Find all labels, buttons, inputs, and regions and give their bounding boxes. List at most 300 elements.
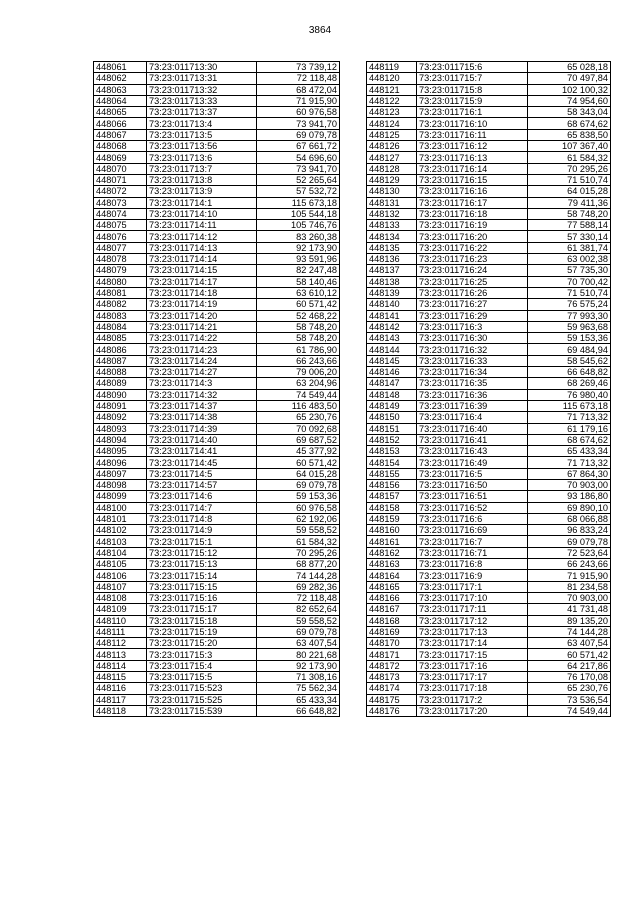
cadastral-number-cell: 73:23:011713:9 bbox=[147, 186, 257, 197]
table-row bbox=[94, 536, 340, 547]
table-row bbox=[367, 265, 611, 276]
row-number-cell: 448077 bbox=[94, 242, 147, 253]
table-row bbox=[94, 333, 340, 344]
cadastral-value-cell: 63 610,12 bbox=[257, 287, 340, 298]
cadastral-number-cell: 73:23:011716:14 bbox=[417, 163, 528, 174]
table-row bbox=[367, 604, 611, 615]
cadastral-number-cell: 73:23:011716:49 bbox=[417, 457, 528, 468]
cadastral-value-cell: 59 558,52 bbox=[257, 615, 340, 626]
cadastral-value-cell: 58 545,62 bbox=[528, 355, 611, 366]
cadastral-number-cell: 73:23:011716:3 bbox=[417, 321, 528, 332]
table-row bbox=[367, 62, 611, 73]
cadastral-value-cell: 57 532,72 bbox=[257, 186, 340, 197]
table-row bbox=[367, 389, 611, 400]
cadastral-value-cell: 58 140,46 bbox=[257, 276, 340, 287]
row-number-cell: 448088 bbox=[94, 367, 147, 378]
row-number-cell: 448133 bbox=[367, 220, 417, 231]
table-row bbox=[94, 683, 340, 694]
cadastral-number-cell: 73:23:011714:57 bbox=[147, 479, 257, 490]
table-row bbox=[94, 559, 340, 570]
row-number-cell: 448147 bbox=[367, 378, 417, 389]
table-row bbox=[94, 163, 340, 174]
row-number-cell: 448071 bbox=[94, 174, 147, 185]
row-number-cell: 448110 bbox=[94, 615, 147, 626]
cadastral-value-cell: 74 549,44 bbox=[257, 389, 340, 400]
cadastral-value-cell: 65 433,34 bbox=[528, 446, 611, 457]
table-row bbox=[94, 400, 340, 411]
cadastral-value-cell: 74 954,60 bbox=[528, 95, 611, 106]
cadastral-number-cell: 73:23:011716:29 bbox=[417, 310, 528, 321]
cadastral-value-cell: 89 135,20 bbox=[528, 615, 611, 626]
cadastral-value-cell: 63 204,96 bbox=[257, 378, 340, 389]
table-row bbox=[367, 479, 611, 490]
table-row bbox=[94, 367, 340, 378]
table-row bbox=[94, 378, 340, 389]
table-row bbox=[94, 118, 340, 129]
table-row bbox=[94, 502, 340, 513]
cadastral-number-cell: 73:23:011715:15 bbox=[147, 581, 257, 592]
table-row bbox=[94, 468, 340, 479]
cadastral-value-cell: 96 833,24 bbox=[528, 525, 611, 536]
cadastral-number-cell: 73:23:011715:525 bbox=[147, 694, 257, 705]
cadastral-value-cell: 61 179,16 bbox=[528, 423, 611, 434]
cadastral-value-cell: 76 170,08 bbox=[528, 672, 611, 683]
row-number-cell: 448148 bbox=[367, 389, 417, 400]
table-row bbox=[367, 310, 611, 321]
cadastral-number-cell: 73:23:011716:32 bbox=[417, 344, 528, 355]
row-number-cell: 448126 bbox=[367, 141, 417, 152]
row-number-cell: 448128 bbox=[367, 163, 417, 174]
cadastral-value-cell: 68 877,20 bbox=[257, 559, 340, 570]
cadastral-number-cell: 73:23:011717:11 bbox=[417, 604, 528, 615]
row-number-cell: 448124 bbox=[367, 118, 417, 129]
cadastral-value-cell: 116 483,50 bbox=[257, 400, 340, 411]
row-number-cell: 448141 bbox=[367, 310, 417, 321]
cadastral-number-cell: 73:23:011716:27 bbox=[417, 299, 528, 310]
cadastral-number-cell: 73:23:011714:40 bbox=[147, 434, 257, 445]
row-number-cell: 448174 bbox=[367, 683, 417, 694]
cadastral-number-cell: 73:23:011716:23 bbox=[417, 254, 528, 265]
row-number-cell: 448144 bbox=[367, 344, 417, 355]
row-number-cell: 448114 bbox=[94, 660, 147, 671]
cadastral-number-cell: 73:23:011713:37 bbox=[147, 107, 257, 118]
row-number-cell: 448156 bbox=[367, 479, 417, 490]
cadastral-number-cell: 73:23:011716:43 bbox=[417, 446, 528, 457]
cadastral-number-cell: 73:23:011714:19 bbox=[147, 299, 257, 310]
table-row bbox=[367, 208, 611, 219]
cadastral-value-cell: 102 100,32 bbox=[528, 84, 611, 95]
table-row bbox=[94, 649, 340, 660]
cadastral-value-cell: 76 980,40 bbox=[528, 389, 611, 400]
cadastral-value-cell: 74 144,28 bbox=[528, 626, 611, 637]
cadastral-number-cell: 73:23:011714:6 bbox=[147, 491, 257, 502]
cadastral-number-cell: 73:23:011715:4 bbox=[147, 660, 257, 671]
table-row bbox=[367, 321, 611, 332]
table-row bbox=[367, 378, 611, 389]
row-number-cell: 448116 bbox=[94, 683, 147, 694]
table-row bbox=[94, 129, 340, 140]
cadastral-value-cell: 68 674,62 bbox=[528, 118, 611, 129]
table-row bbox=[94, 547, 340, 558]
cadastral-number-cell: 73:23:011717:10 bbox=[417, 592, 528, 603]
table-row bbox=[94, 389, 340, 400]
cadastral-number-cell: 73:23:011713:4 bbox=[147, 118, 257, 129]
row-number-cell: 448085 bbox=[94, 333, 147, 344]
row-number-cell: 448112 bbox=[94, 638, 147, 649]
cadastral-number-cell: 73:23:011716:69 bbox=[417, 525, 528, 536]
table-row bbox=[367, 694, 611, 705]
row-number-cell: 448165 bbox=[367, 581, 417, 592]
row-number-cell: 448106 bbox=[94, 570, 147, 581]
cadastral-number-cell: 73:23:011714:41 bbox=[147, 446, 257, 457]
row-number-cell: 448073 bbox=[94, 197, 147, 208]
table-row bbox=[367, 592, 611, 603]
table-row bbox=[367, 367, 611, 378]
row-number-cell: 448064 bbox=[94, 95, 147, 106]
cadastral-value-cell: 59 558,52 bbox=[257, 525, 340, 536]
registry-table-right-body bbox=[367, 62, 611, 717]
cadastral-number-cell: 73:23:011716:26 bbox=[417, 287, 528, 298]
cadastral-value-cell: 70 092,68 bbox=[257, 423, 340, 434]
table-row bbox=[367, 570, 611, 581]
row-number-cell: 448136 bbox=[367, 254, 417, 265]
cadastral-number-cell: 73:23:011716:4 bbox=[417, 412, 528, 423]
table-row bbox=[94, 457, 340, 468]
row-number-cell: 448120 bbox=[367, 73, 417, 84]
row-number-cell: 448113 bbox=[94, 649, 147, 660]
cadastral-value-cell: 115 673,18 bbox=[528, 400, 611, 411]
cadastral-value-cell: 69 079,78 bbox=[257, 129, 340, 140]
cadastral-number-cell: 73:23:011716:51 bbox=[417, 491, 528, 502]
row-number-cell: 448103 bbox=[94, 536, 147, 547]
cadastral-value-cell: 60 571,42 bbox=[257, 457, 340, 468]
row-number-cell: 448068 bbox=[94, 141, 147, 152]
cadastral-value-cell: 45 377,92 bbox=[257, 446, 340, 457]
row-number-cell: 448130 bbox=[367, 186, 417, 197]
cadastral-value-cell: 72 523,64 bbox=[528, 547, 611, 558]
cadastral-number-cell: 73:23:011716:20 bbox=[417, 231, 528, 242]
table-row bbox=[94, 525, 340, 536]
cadastral-value-cell: 70 903,00 bbox=[528, 592, 611, 603]
cadastral-number-cell: 73:23:011713:56 bbox=[147, 141, 257, 152]
cadastral-number-cell: 73:23:011715:539 bbox=[147, 705, 257, 716]
cadastral-number-cell: 73:23:011717:16 bbox=[417, 660, 528, 671]
table-row bbox=[367, 118, 611, 129]
row-number-cell: 448151 bbox=[367, 423, 417, 434]
table-row bbox=[94, 412, 340, 423]
cadastral-value-cell: 60 976,58 bbox=[257, 107, 340, 118]
row-number-cell: 448075 bbox=[94, 220, 147, 231]
cadastral-number-cell: 73:23:011717:1 bbox=[417, 581, 528, 592]
cadastral-number-cell: 73:23:011716:16 bbox=[417, 186, 528, 197]
row-number-cell: 448086 bbox=[94, 344, 147, 355]
table-row bbox=[94, 513, 340, 524]
row-number-cell: 448161 bbox=[367, 536, 417, 547]
row-number-cell: 448153 bbox=[367, 446, 417, 457]
table-row bbox=[94, 265, 340, 276]
cadastral-number-cell: 73:23:011717:18 bbox=[417, 683, 528, 694]
cadastral-value-cell: 105 746,76 bbox=[257, 220, 340, 231]
row-number-cell: 448099 bbox=[94, 491, 147, 502]
cadastral-number-cell: 73:23:011713:33 bbox=[147, 95, 257, 106]
table-row bbox=[94, 62, 340, 73]
row-number-cell: 448125 bbox=[367, 129, 417, 140]
row-number-cell: 448145 bbox=[367, 355, 417, 366]
cadastral-value-cell: 71 713,32 bbox=[528, 457, 611, 468]
row-number-cell: 448096 bbox=[94, 457, 147, 468]
cadastral-number-cell: 73:23:011716:24 bbox=[417, 265, 528, 276]
table-row bbox=[367, 705, 611, 716]
table-row bbox=[367, 84, 611, 95]
cadastral-number-cell: 73:23:011714:23 bbox=[147, 344, 257, 355]
cadastral-value-cell: 74 549,44 bbox=[528, 705, 611, 716]
table-row bbox=[367, 559, 611, 570]
cadastral-number-cell: 73:23:011716:7 bbox=[417, 536, 528, 547]
row-number-cell: 448084 bbox=[94, 321, 147, 332]
cadastral-number-cell: 73:23:011715:3 bbox=[147, 649, 257, 660]
cadastral-value-cell: 72 118,48 bbox=[257, 592, 340, 603]
row-number-cell: 448104 bbox=[94, 547, 147, 558]
cadastral-number-cell: 73:23:011716:22 bbox=[417, 242, 528, 253]
table-row bbox=[367, 412, 611, 423]
row-number-cell: 448176 bbox=[367, 705, 417, 716]
cadastral-number-cell: 73:23:011714:45 bbox=[147, 457, 257, 468]
table-row bbox=[367, 446, 611, 457]
row-number-cell: 448093 bbox=[94, 423, 147, 434]
row-number-cell: 448111 bbox=[94, 626, 147, 637]
row-number-cell: 448063 bbox=[94, 84, 147, 95]
row-number-cell: 448079 bbox=[94, 265, 147, 276]
table-row bbox=[367, 186, 611, 197]
table-row bbox=[367, 174, 611, 185]
cadastral-value-cell: 54 696,60 bbox=[257, 152, 340, 163]
row-number-cell: 448169 bbox=[367, 626, 417, 637]
table-row bbox=[367, 457, 611, 468]
cadastral-number-cell: 73:23:011715:18 bbox=[147, 615, 257, 626]
cadastral-number-cell: 73:23:011713:32 bbox=[147, 84, 257, 95]
cadastral-number-cell: 73:23:011715:6 bbox=[417, 62, 528, 73]
cadastral-number-cell: 73:23:011715:7 bbox=[417, 73, 528, 84]
row-number-cell: 448100 bbox=[94, 502, 147, 513]
row-number-cell: 448066 bbox=[94, 118, 147, 129]
cadastral-number-cell: 73:23:011715:13 bbox=[147, 559, 257, 570]
cadastral-number-cell: 73:23:011716:15 bbox=[417, 174, 528, 185]
table-row bbox=[94, 638, 340, 649]
table-row bbox=[367, 468, 611, 479]
cadastral-number-cell: 73:23:011717:2 bbox=[417, 694, 528, 705]
cadastral-value-cell: 70 497,84 bbox=[528, 73, 611, 84]
cadastral-number-cell: 73:23:011716:36 bbox=[417, 389, 528, 400]
table-row bbox=[94, 626, 340, 637]
cadastral-value-cell: 58 748,20 bbox=[257, 321, 340, 332]
cadastral-number-cell: 73:23:011713:31 bbox=[147, 73, 257, 84]
cadastral-value-cell: 67 661,72 bbox=[257, 141, 340, 152]
cadastral-number-cell: 73:23:011716:33 bbox=[417, 355, 528, 366]
row-number-cell: 448171 bbox=[367, 649, 417, 660]
cadastral-value-cell: 52 468,22 bbox=[257, 310, 340, 321]
cadastral-value-cell: 64 015,28 bbox=[257, 468, 340, 479]
table-row bbox=[367, 491, 611, 502]
row-number-cell: 448078 bbox=[94, 254, 147, 265]
cadastral-number-cell: 73:23:011715:17 bbox=[147, 604, 257, 615]
cadastral-value-cell: 66 243,66 bbox=[257, 355, 340, 366]
cadastral-number-cell: 73:23:011714:9 bbox=[147, 525, 257, 536]
table-row bbox=[367, 434, 611, 445]
table-row bbox=[367, 513, 611, 524]
row-number-cell: 448074 bbox=[94, 208, 147, 219]
table-row bbox=[94, 242, 340, 253]
cadastral-number-cell: 73:23:011715:8 bbox=[417, 84, 528, 95]
cadastral-number-cell: 73:23:011714:13 bbox=[147, 242, 257, 253]
cadastral-value-cell: 81 234,58 bbox=[528, 581, 611, 592]
row-number-cell: 448121 bbox=[367, 84, 417, 95]
row-number-cell: 448138 bbox=[367, 276, 417, 287]
cadastral-value-cell: 64 217,86 bbox=[528, 660, 611, 671]
row-number-cell: 448146 bbox=[367, 367, 417, 378]
row-number-cell: 448067 bbox=[94, 129, 147, 140]
cadastral-number-cell: 73:23:011717:15 bbox=[417, 649, 528, 660]
table-row bbox=[367, 107, 611, 118]
row-number-cell: 448119 bbox=[367, 62, 417, 73]
cadastral-value-cell: 71 510,74 bbox=[528, 174, 611, 185]
cadastral-number-cell: 73:23:011716:52 bbox=[417, 502, 528, 513]
cadastral-value-cell: 105 544,18 bbox=[257, 208, 340, 219]
cadastral-value-cell: 57 735,30 bbox=[528, 265, 611, 276]
row-number-cell: 448105 bbox=[94, 559, 147, 570]
cadastral-number-cell: 73:23:011713:30 bbox=[147, 62, 257, 73]
cadastral-number-cell: 73:23:011715:20 bbox=[147, 638, 257, 649]
row-number-cell: 448173 bbox=[367, 672, 417, 683]
table-row bbox=[367, 672, 611, 683]
cadastral-value-cell: 71 510,74 bbox=[528, 287, 611, 298]
row-number-cell: 448117 bbox=[94, 694, 147, 705]
cadastral-value-cell: 93 591,96 bbox=[257, 254, 340, 265]
table-row bbox=[94, 581, 340, 592]
cadastral-value-cell: 65 028,18 bbox=[528, 62, 611, 73]
row-number-cell: 448087 bbox=[94, 355, 147, 366]
cadastral-number-cell: 73:23:011714:10 bbox=[147, 208, 257, 219]
cadastral-value-cell: 72 118,48 bbox=[257, 73, 340, 84]
cadastral-number-cell: 73:23:011716:71 bbox=[417, 547, 528, 558]
table-row bbox=[94, 423, 340, 434]
row-number-cell: 448129 bbox=[367, 174, 417, 185]
cadastral-number-cell: 73:23:011716:35 bbox=[417, 378, 528, 389]
row-number-cell: 448167 bbox=[367, 604, 417, 615]
table-row bbox=[367, 638, 611, 649]
row-number-cell: 448109 bbox=[94, 604, 147, 615]
cadastral-value-cell: 41 731,48 bbox=[528, 604, 611, 615]
cadastral-number-cell: 73:23:011714:39 bbox=[147, 423, 257, 434]
cadastral-value-cell: 74 144,28 bbox=[257, 570, 340, 581]
row-number-cell: 448142 bbox=[367, 321, 417, 332]
cadastral-value-cell: 71 915,90 bbox=[528, 570, 611, 581]
table-row bbox=[94, 141, 340, 152]
cadastral-value-cell: 115 673,18 bbox=[257, 197, 340, 208]
cadastral-value-cell: 57 330,14 bbox=[528, 231, 611, 242]
cadastral-number-cell: 73:23:011714:24 bbox=[147, 355, 257, 366]
table-row bbox=[94, 592, 340, 603]
table-row bbox=[94, 95, 340, 106]
row-number-cell: 448107 bbox=[94, 581, 147, 592]
cadastral-number-cell: 73:23:011716:17 bbox=[417, 197, 528, 208]
row-number-cell: 448150 bbox=[367, 412, 417, 423]
cadastral-number-cell: 73:23:011714:37 bbox=[147, 400, 257, 411]
row-number-cell: 448155 bbox=[367, 468, 417, 479]
table-row bbox=[94, 287, 340, 298]
row-number-cell: 448080 bbox=[94, 276, 147, 287]
cadastral-value-cell: 52 265,64 bbox=[257, 174, 340, 185]
cadastral-value-cell: 69 484,94 bbox=[528, 344, 611, 355]
table-row bbox=[367, 400, 611, 411]
table-row bbox=[367, 197, 611, 208]
cadastral-value-cell: 66 243,66 bbox=[528, 559, 611, 570]
cadastral-value-cell: 62 192,06 bbox=[257, 513, 340, 524]
cadastral-value-cell: 65 838,50 bbox=[528, 129, 611, 140]
table-row bbox=[367, 152, 611, 163]
row-number-cell: 448065 bbox=[94, 107, 147, 118]
row-number-cell: 448091 bbox=[94, 400, 147, 411]
table-row bbox=[367, 242, 611, 253]
cadastral-number-cell: 73:23:011714:1 bbox=[147, 197, 257, 208]
cadastral-value-cell: 61 381,74 bbox=[528, 242, 611, 253]
registry-table-left bbox=[93, 61, 340, 717]
cadastral-value-cell: 73 941,70 bbox=[257, 163, 340, 174]
cadastral-value-cell: 92 173,90 bbox=[257, 660, 340, 671]
table-row bbox=[94, 660, 340, 671]
cadastral-number-cell: 73:23:011714:17 bbox=[147, 276, 257, 287]
row-number-cell: 448070 bbox=[94, 163, 147, 174]
table-row bbox=[367, 547, 611, 558]
row-number-cell: 448123 bbox=[367, 107, 417, 118]
cadastral-number-cell: 73:23:011716:18 bbox=[417, 208, 528, 219]
cadastral-value-cell: 71 308,16 bbox=[257, 672, 340, 683]
cadastral-number-cell: 73:23:011713:5 bbox=[147, 129, 257, 140]
cadastral-number-cell: 73:23:011716:30 bbox=[417, 333, 528, 344]
row-number-cell: 448072 bbox=[94, 186, 147, 197]
table-row bbox=[367, 615, 611, 626]
cadastral-value-cell: 60 571,42 bbox=[528, 649, 611, 660]
cadastral-number-cell: 73:23:011713:8 bbox=[147, 174, 257, 185]
cadastral-value-cell: 82 247,48 bbox=[257, 265, 340, 276]
cadastral-value-cell: 70 295,26 bbox=[257, 547, 340, 558]
cadastral-value-cell: 64 015,28 bbox=[528, 186, 611, 197]
cadastral-number-cell: 73:23:011716:41 bbox=[417, 434, 528, 445]
row-number-cell: 448131 bbox=[367, 197, 417, 208]
table-row bbox=[94, 310, 340, 321]
table-row bbox=[94, 174, 340, 185]
table-row bbox=[367, 660, 611, 671]
row-number-cell: 448158 bbox=[367, 502, 417, 513]
registry-table-right bbox=[366, 61, 611, 717]
row-number-cell: 448092 bbox=[94, 412, 147, 423]
row-number-cell: 448160 bbox=[367, 525, 417, 536]
cadastral-value-cell: 63 002,38 bbox=[528, 254, 611, 265]
cadastral-number-cell: 73:23:011714:18 bbox=[147, 287, 257, 298]
cadastral-value-cell: 76 575,24 bbox=[528, 299, 611, 310]
row-number-cell: 448168 bbox=[367, 615, 417, 626]
table-row bbox=[94, 254, 340, 265]
table-row bbox=[367, 163, 611, 174]
cadastral-number-cell: 73:23:011714:7 bbox=[147, 502, 257, 513]
table-row bbox=[94, 491, 340, 502]
cadastral-number-cell: 73:23:011716:10 bbox=[417, 118, 528, 129]
row-number-cell: 448115 bbox=[94, 672, 147, 683]
row-number-cell: 448157 bbox=[367, 491, 417, 502]
cadastral-value-cell: 68 472,04 bbox=[257, 84, 340, 95]
table-row bbox=[94, 694, 340, 705]
cadastral-value-cell: 61 584,32 bbox=[257, 536, 340, 547]
table-row bbox=[94, 570, 340, 581]
